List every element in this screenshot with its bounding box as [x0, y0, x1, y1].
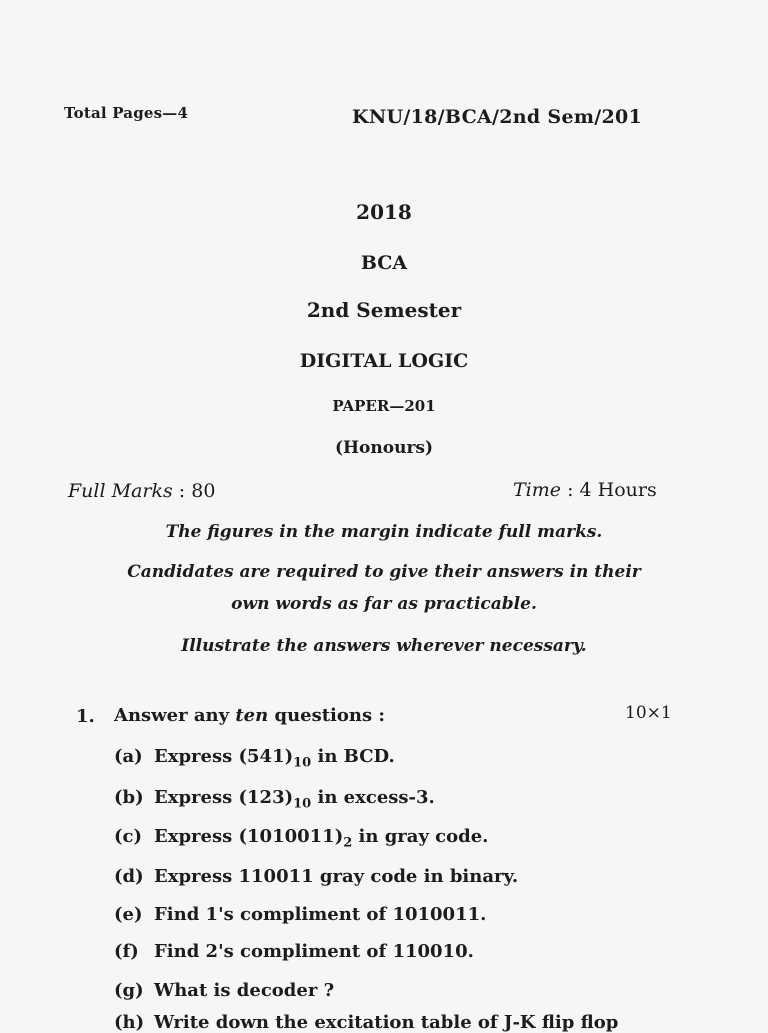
sub-question	[114, 866, 518, 887]
honours-label: (Honours)	[334, 438, 434, 458]
sub-question	[114, 746, 395, 771]
sub-question-text: in gray code.	[352, 826, 489, 847]
total-pages: Total Pages—4	[64, 104, 189, 122]
sub-question-label: (a)	[114, 746, 143, 767]
sub-question	[114, 941, 474, 962]
sub-question-label: (f)	[114, 941, 139, 962]
sub-question-label: (h)	[114, 1012, 145, 1033]
sub-question-text: Find 1's compliment of 1010011.	[154, 904, 487, 925]
sub-question-text: Write down the excitation table of J-K flip flop	[154, 1012, 619, 1033]
sub-question-text: What is decoder ?	[154, 980, 335, 1001]
subject-title: DIGITAL LOGIC	[299, 350, 469, 372]
course-name: BCA	[360, 252, 408, 274]
sub-question-text: Express (541)	[154, 746, 294, 767]
question-marks: 10×1	[625, 703, 672, 723]
subscript: 10	[293, 796, 312, 812]
question-number: 1.	[76, 706, 95, 727]
subscript: 10	[293, 755, 312, 771]
sub-question-label: (b)	[114, 787, 144, 808]
sub-question-text: Express (123)	[154, 787, 294, 808]
time-value: : 4 Hours	[567, 479, 657, 501]
full-marks-label: Full Marks	[68, 480, 173, 502]
instruction-line: The figures in the margin indicate full marks.	[165, 522, 603, 542]
instruction-line: Candidates are required to give their answers in their	[127, 562, 641, 582]
sub-question	[114, 787, 435, 812]
sub-question-text: Find 2's compliment of 110010.	[154, 941, 474, 962]
sub-question	[114, 826, 488, 851]
instruction-line: Illustrate the answers wherever necessary.	[181, 636, 587, 656]
sub-question-text: Express (1010011)	[154, 826, 344, 847]
question-prompt-text: Answer any	[114, 705, 236, 726]
full-marks-value: : 80	[178, 480, 216, 502]
exam-year: 2018	[356, 200, 412, 224]
exam-time	[513, 479, 657, 501]
sub-question	[114, 980, 334, 1001]
sub-question-text: in excess-3.	[311, 787, 435, 808]
sub-question-label: (d)	[114, 866, 144, 887]
paper-number: PAPER—201	[332, 397, 436, 415]
sub-question	[114, 904, 486, 925]
sub-question	[114, 1012, 618, 1033]
sub-question-label: (g)	[114, 980, 144, 1001]
question-prompt-emphasis: ten	[235, 705, 269, 726]
instruction-line: own words as far as practicable.	[231, 594, 537, 614]
question-prompt	[114, 705, 385, 726]
paper-code: KNU/18/BCA/2nd Sem/201	[352, 106, 643, 128]
time-label: Time	[513, 479, 562, 501]
question-prompt-text: questions :	[268, 705, 386, 726]
sub-question-label: (c)	[114, 826, 142, 847]
full-marks	[68, 480, 215, 502]
subscript: 2	[343, 835, 353, 851]
sub-question-text: Express 110011 gray code in binary.	[154, 866, 519, 887]
semester: 2nd Semester	[306, 298, 462, 322]
sub-question-label: (e)	[114, 904, 143, 925]
sub-question-text: in BCD.	[311, 746, 395, 767]
